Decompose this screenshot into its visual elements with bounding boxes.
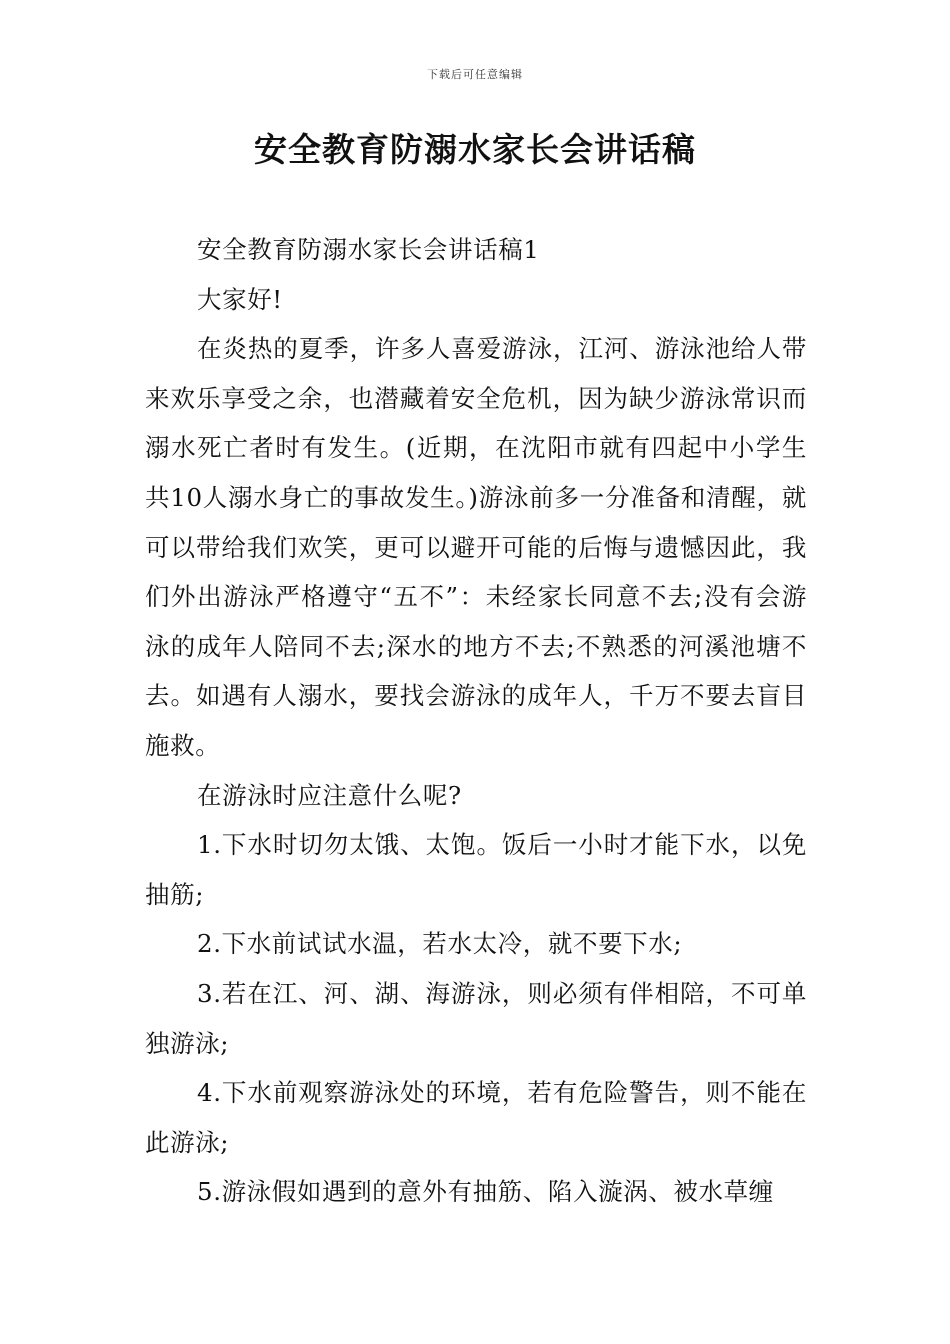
list-item: 5.游泳假如遇到的意外有抽筋、陷入漩涡、被水草缠 (197, 1177, 774, 1207)
document-body (145, 225, 807, 1217)
list-item: 1.下水时切勿太饿、太饱。饭后一小时才能下水，以免抽筋; (145, 830, 807, 909)
list-item: 2.下水前试试水温，若水太冷，就不要下水; (197, 929, 683, 959)
intro-paragraph: 在炎热的夏季，许多人喜爱游泳，江河、游泳池给人带来欢乐享受之余，也潜藏着安全危机，因为缺少游泳常识而溺水死亡者时有发生。(近期，在沈阳市就有四起中小学生共10人溺水身亡的事故发生。)游泳前多一分准备和清醒，就可以带给我们欢笑，更可以避开可能的后悔与遗憾因此，我们外出游泳严格遵守“五不”：未经家长同意不去;没有会游泳的成年人陪同不去;深水的地方不去;不熟悉的河溪池塘不去。如遇有人溺水，要找会游泳的成年人，千万不要去盲目施救。 (145, 334, 807, 760)
list-item: 3.若在江、河、湖、海游泳，则必须有伴相陪，不可单独游泳; (145, 978, 807, 1058)
document-title: 安全教育防溺水家长会讲话稿 (254, 130, 696, 169)
greeting-paragraph: 大家好! (197, 284, 283, 314)
list-item: 4.下水前观察游泳处的环境，若有危险警告，则不能在此游泳; (145, 1078, 807, 1157)
section-heading: 安全教育防溺水家长会讲话稿1 (197, 235, 540, 264)
question-paragraph: 在游泳时应注意什么呢? (197, 780, 462, 810)
header-note: 下载后可任意编辑 (427, 68, 523, 81)
